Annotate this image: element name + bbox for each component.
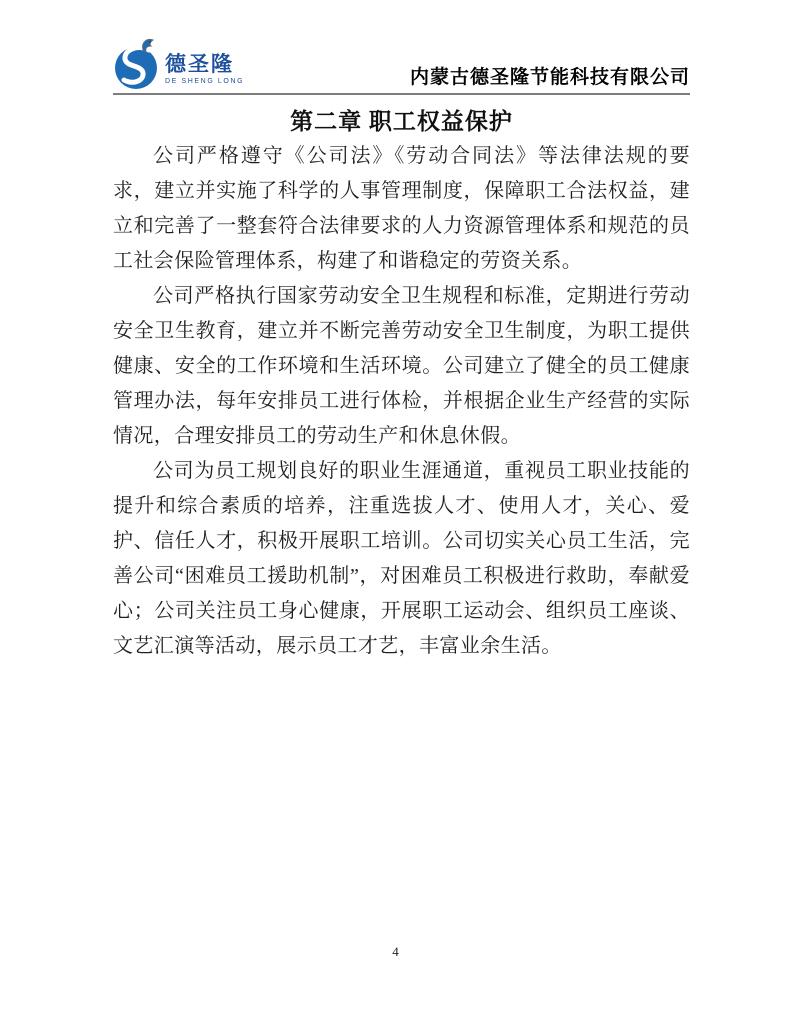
chapter-title: 第二章 职工权益保护 [290,109,513,134]
document-body [113,139,690,664]
logo-name-cn: 德圣隆 [165,52,234,76]
paragraph-3: 公司为员工规划良好的职业生涯通道，重视员工职业技能的提升和综合素质的培养，注重选拔人才、使用人才，关心、爱护、信任人才，积极开展职工培训。公司切实关心员工生活，完善公司“困难员工援助机制”，对困难员工积极进行救助，奉献爱心；公司关注员工身心健康，开展职工运动会、组织员工座谈、文艺汇演等活动，展示员工才艺，丰富业余生活。 [113,460,690,657]
company-logo [113,36,244,92]
logo-text [165,54,244,85]
header-row [113,34,690,92]
paragraph-2: 公司严格执行国家劳动安全卫生规程和标准，定期进行劳动安全卫生教育，建立并不断完善劳动安全卫生制度，为职工提供健康、安全的工作环境和生活环境。公司建立了健全的员工健康管理办法，每年安排员工进行体检，并根据企业生产经营的实际情况，合理安排员工的劳动生产和休息休假。 [113,285,690,447]
company-name: 内蒙古德圣隆节能科技有限公司 [409,67,690,88]
page-number: 4 [392,944,399,959]
logo-name-en: DE SHENG LONG [165,77,245,85]
paragraph-1: 公司严格遵守《公司法》《劳动合同法》等法律法规的要求，建立并实施了科学的人事管理制度，保障职工合法权益，建立和完善了一整套符合法律要求的人力资源管理体系和规范的员工社会保险管理体系，构建了和谐稳定的劳资关系。 [113,145,690,272]
page-header [113,34,690,95]
dragon-logo-icon [113,36,161,92]
header-divider [113,93,690,95]
